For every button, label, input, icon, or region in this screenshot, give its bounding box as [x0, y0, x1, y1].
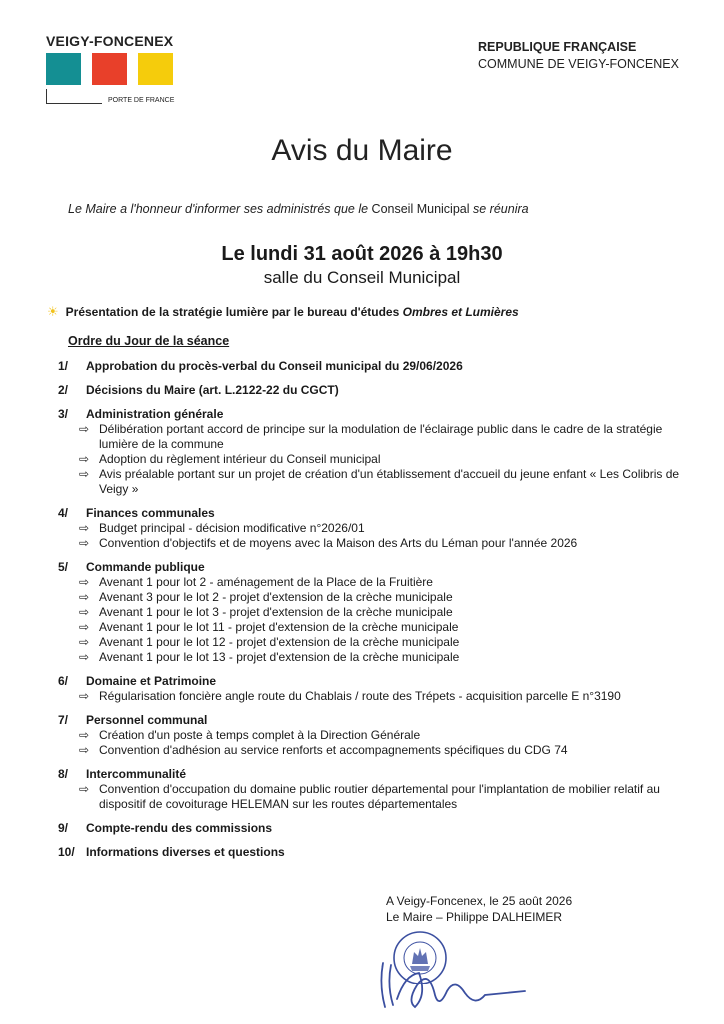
intro-highlight: Conseil Municipal: [371, 202, 470, 216]
arrow-icon: ⇨: [79, 605, 90, 619]
logo-line-horizontal: [46, 103, 102, 104]
agenda-section-number: 8/: [58, 767, 69, 781]
logo-square-teal: [46, 53, 81, 85]
agenda-item-text: Régularisation foncière angle route du Chablais / route des Trépets - acquisition parcelle E n°3190: [99, 689, 621, 703]
agenda-section: [58, 406, 698, 497]
agenda-section: [58, 505, 698, 551]
agenda-list: [58, 358, 698, 860]
agenda-item: [58, 728, 698, 743]
meeting-date: Le lundi 31 août 2026 à 19h30: [221, 243, 503, 265]
agenda-item-text: Avis préalable portant sur un projet de création d'un établissement d'accueil du jeune enfant « Les Colibris de Veigy »: [99, 467, 680, 496]
agenda-section: [58, 844, 698, 860]
agenda-item: [58, 590, 698, 605]
arrow-icon: ⇨: [79, 452, 90, 466]
agenda-item-text: Adoption du règlement intérieur du Conseil municipal: [99, 452, 381, 466]
arrow-icon: ⇨: [79, 782, 90, 796]
agenda-section-title: Intercommunalité: [86, 767, 187, 781]
agenda-section-title: Compte-rendu des commissions: [86, 821, 273, 835]
agenda-section: [58, 712, 698, 758]
agenda-item-text: Convention d'occupation du domaine public routier départemental pour l'implantation de mobilier relatif au dispositif de covoiturage HELEMAN sur les routes départementales: [99, 782, 660, 811]
agenda-section: [58, 559, 698, 665]
presentation-text: Présentation de la stratégie lumière par le bureau d'études: [65, 305, 400, 319]
agenda-section-title: Informations diverses et questions: [86, 845, 285, 859]
agenda-section-number: 1/: [58, 359, 69, 373]
agenda-item: [58, 521, 698, 536]
agenda-section-heading: [58, 766, 698, 782]
logo-tagline: PORTE DE FRANCE: [108, 97, 175, 104]
agenda-section-heading: [58, 358, 698, 374]
agenda-section-number: 4/: [58, 506, 69, 520]
agenda-section-title: Approbation du procès-verbal du Conseil municipal du 29/06/2026: [86, 359, 463, 373]
agenda-item: [58, 743, 698, 758]
agenda-section-number: 5/: [58, 560, 69, 574]
agenda-section-heading: [58, 505, 698, 521]
agenda-item-text: Avenant 3 pour le lot 2 - projet d'extension de la crèche municipale: [99, 590, 453, 604]
logo-square-yellow: [138, 53, 173, 85]
agenda-section-title: Personnel communal: [86, 713, 208, 727]
presentation-line: [47, 304, 519, 320]
agenda-section-heading: [58, 712, 698, 728]
agenda-section: [58, 382, 698, 398]
agenda-section-number: 7/: [58, 713, 69, 727]
agenda-item: [58, 605, 698, 620]
arrow-icon: ⇨: [79, 728, 90, 742]
mayor-signature: [375, 955, 545, 1015]
agenda-section-heading: [58, 406, 698, 422]
agenda-section-heading: [58, 559, 698, 575]
agenda-item: [58, 782, 698, 812]
agenda-item-text: Délibération portant accord de principe sur la modulation de l'éclairage public dans le cadre de la stratégie lumière de la commune: [99, 422, 663, 451]
agenda-section-number: 9/: [58, 821, 69, 835]
agenda-section-number: 3/: [58, 407, 69, 421]
agenda-item-text: Convention d'objectifs et de moyens avec la Maison des Arts du Léman pour l'année 2026: [99, 536, 578, 550]
logo-name: VEIGY-FONCENEX: [46, 33, 174, 49]
agenda-section-number: 2/: [58, 383, 69, 397]
agenda-item-text: Création d'un poste à temps complet à la Direction Générale: [99, 728, 421, 742]
intro-after: se réunira: [473, 202, 529, 216]
meeting-place: salle du Conseil Municipal: [263, 268, 461, 287]
agenda-section-heading: [58, 382, 698, 398]
agenda-item-text: Avenant 1 pour le lot 3 - projet d'extension de la crèche municipale: [99, 605, 453, 619]
presentation-emphasis: Ombres et Lumières: [402, 305, 519, 319]
arrow-icon: ⇨: [79, 590, 90, 604]
agenda-item: [58, 689, 698, 704]
agenda-section-heading: [58, 844, 698, 860]
arrow-icon: ⇨: [79, 620, 90, 634]
agenda-item-text: Avenant 1 pour le lot 11 - projet d'extension de la crèche municipale: [99, 620, 459, 634]
agenda-section-number: 10/: [58, 845, 75, 859]
agenda-section-title: Domaine et Patrimoine: [86, 674, 217, 688]
arrow-icon: ⇨: [79, 743, 90, 757]
agenda-item: [58, 620, 698, 635]
agenda-section: [58, 820, 698, 836]
intro-before: Le Maire a l'honneur d'informer ses administrés que le: [68, 202, 369, 216]
arrow-icon: ⇨: [79, 635, 90, 649]
agenda-section: [58, 673, 698, 704]
agenda-item-text: Avenant 1 pour le lot 12 - projet d'extension de la crèche municipale: [99, 635, 460, 649]
agenda-section-title: Administration générale: [86, 407, 224, 421]
agenda-item: [58, 575, 698, 590]
page-title: Avis du Maire: [271, 134, 453, 167]
commune-header: COMMUNE DE VEIGY-FONCENEX: [478, 57, 679, 71]
agenda-item-text: Budget principal - décision modificative n°2026/01: [99, 521, 365, 535]
arrow-icon: ⇨: [79, 689, 90, 703]
arrow-icon: ⇨: [79, 536, 90, 550]
agenda-item: [58, 536, 698, 551]
agenda-section-heading: [58, 673, 698, 689]
arrow-icon: ⇨: [79, 521, 90, 535]
agenda-item: [58, 650, 698, 665]
agenda-section-title: Commande publique: [86, 560, 205, 574]
arrow-icon: ⇨: [79, 422, 90, 436]
agenda-item: [58, 635, 698, 650]
agenda-title: Ordre du Jour de la séance: [68, 334, 230, 348]
arrow-icon: ⇨: [79, 650, 90, 664]
logo-square-red: [92, 53, 127, 85]
logo-line-vertical: [46, 89, 47, 103]
agenda-section-title: Décisions du Maire (art. L.2122-22 du CGCT): [86, 383, 339, 397]
agenda-item: [58, 452, 698, 467]
agenda-item-text: Avenant 1 pour le lot 13 - projet d'extension de la crèche municipale: [99, 650, 460, 664]
agenda-item-text: Convention d'adhésion au service renforts et accompagnements spécifiques du CDG 74: [99, 743, 568, 757]
agenda-section-number: 6/: [58, 674, 69, 688]
republic-header: REPUBLIQUE FRANÇAISE: [478, 40, 637, 54]
intro-text: [68, 202, 529, 216]
agenda-section: [58, 766, 698, 812]
agenda-item: [58, 467, 698, 497]
sun-icon: ☀: [47, 304, 59, 319]
agenda-section: [58, 358, 698, 374]
agenda-item: [58, 422, 698, 452]
signature-place-date: A Veigy-Foncenex, le 25 août 2026: [386, 894, 573, 908]
agenda-item-text: Avenant 1 pour lot 2 - aménagement de la Place de la Fruitière: [99, 575, 433, 589]
agenda-section-heading: [58, 820, 698, 836]
signature-signer: Le Maire – Philippe DALHEIMER: [386, 910, 563, 924]
arrow-icon: ⇨: [79, 467, 90, 481]
agenda-section-title: Finances communales: [86, 506, 215, 520]
arrow-icon: ⇨: [79, 575, 90, 589]
